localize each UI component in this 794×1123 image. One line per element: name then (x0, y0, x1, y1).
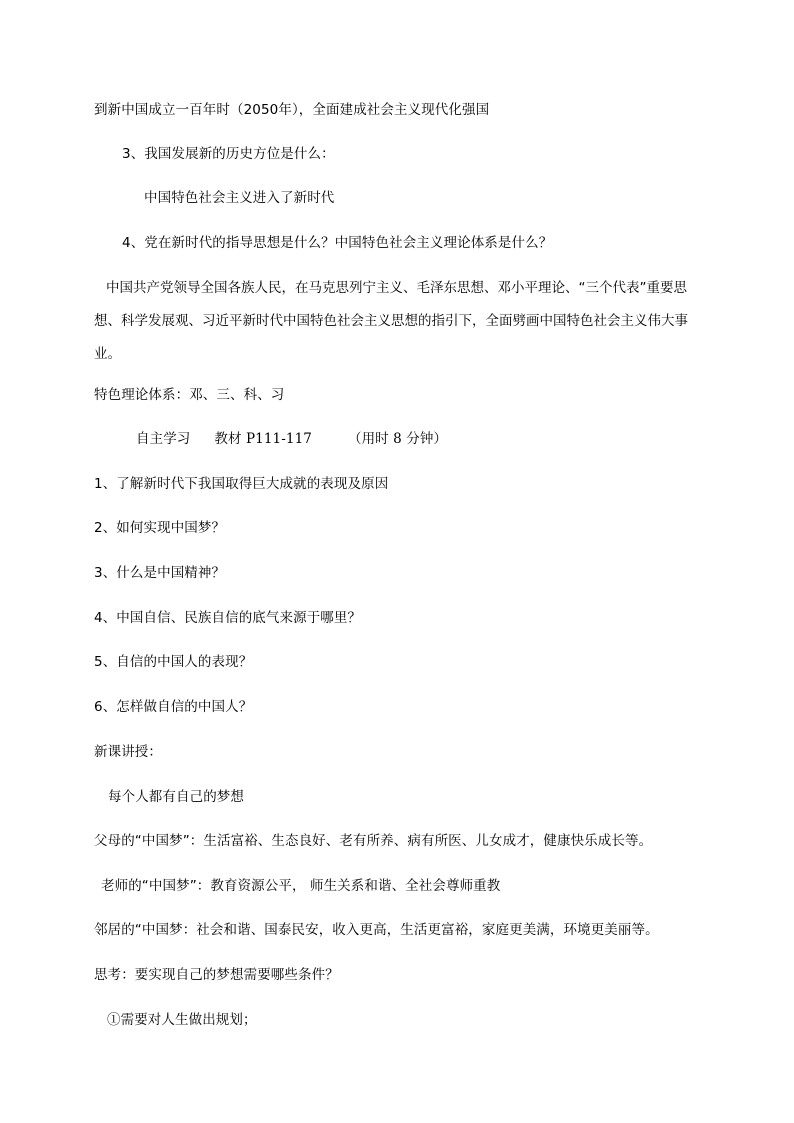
theory-system-summary: 特色理论体系：邓、三、科、习 (94, 387, 285, 403)
study-question-5: 5、自信的中国人的表现？ (94, 654, 253, 670)
answer-4-paragraph: 中国共产党领导全国各族人民，在马克思列宁主义、毛泽东思想、邓小平理论、“三个代表”重要思想、科学发展观、习近平新时代中国特色社会主义思想的指引下，全面劈画中国特色社会主义伟大事业。 (94, 280, 688, 362)
self-study-header (136, 430, 447, 448)
text-line-goal-2050: 到新中国成立一百年时（2050年），全面建成社会主义现代化强国 (94, 102, 490, 118)
new-lesson-heading: 新课讲授： (94, 744, 162, 760)
study-question-4: 4、中国自信、民族自信的底气来源于哪里？ (94, 610, 362, 626)
study-question-2: 2、如何实现中国梦？ (94, 520, 226, 536)
study-question-1: 1、了解新时代下我国取得巨大成就的表现及原因 (94, 476, 389, 492)
dream-intro: 每个人都有自己的梦想 (108, 789, 244, 805)
question-3-heading: 3、我国发展新的历史方位是什么： (122, 146, 335, 162)
study-question-6: 6、怎样做自信的中国人？ (94, 699, 253, 715)
condition-1: ①需要对人生做出规划； (107, 1012, 257, 1028)
answer-3-text: 中国特色社会主义进入了新时代 (144, 190, 335, 206)
think-question: 思考：要实现自己的梦想需要哪些条件？ (94, 967, 339, 983)
question-4-heading: 4、党在新时代的指导思想是什么？中国特色社会主义理论体系是什么？ (122, 235, 553, 251)
teacher-dream: 老师的“中国梦”：教育资源公平， 师生关系和谐、全社会尊师重教 (101, 878, 501, 894)
time-allotted: （用时 8 分钟） (347, 431, 448, 447)
study-question-3: 3、什么是中国精神？ (94, 565, 226, 581)
self-study-label: 自主学习 (136, 431, 191, 447)
neighbor-dream: 邻居的“中国梦：社会和谐、国泰民安，收入更高，生活更富裕，家庭更美满，环境更美丽等。 (94, 922, 659, 938)
parents-dream: 父母的“中国梦”：生活富裕、生态良好、老有所养、病有所医、儿女成才，健康快乐成长等。 (94, 833, 653, 849)
textbook-pages: 教材 P111-117 (214, 431, 312, 447)
